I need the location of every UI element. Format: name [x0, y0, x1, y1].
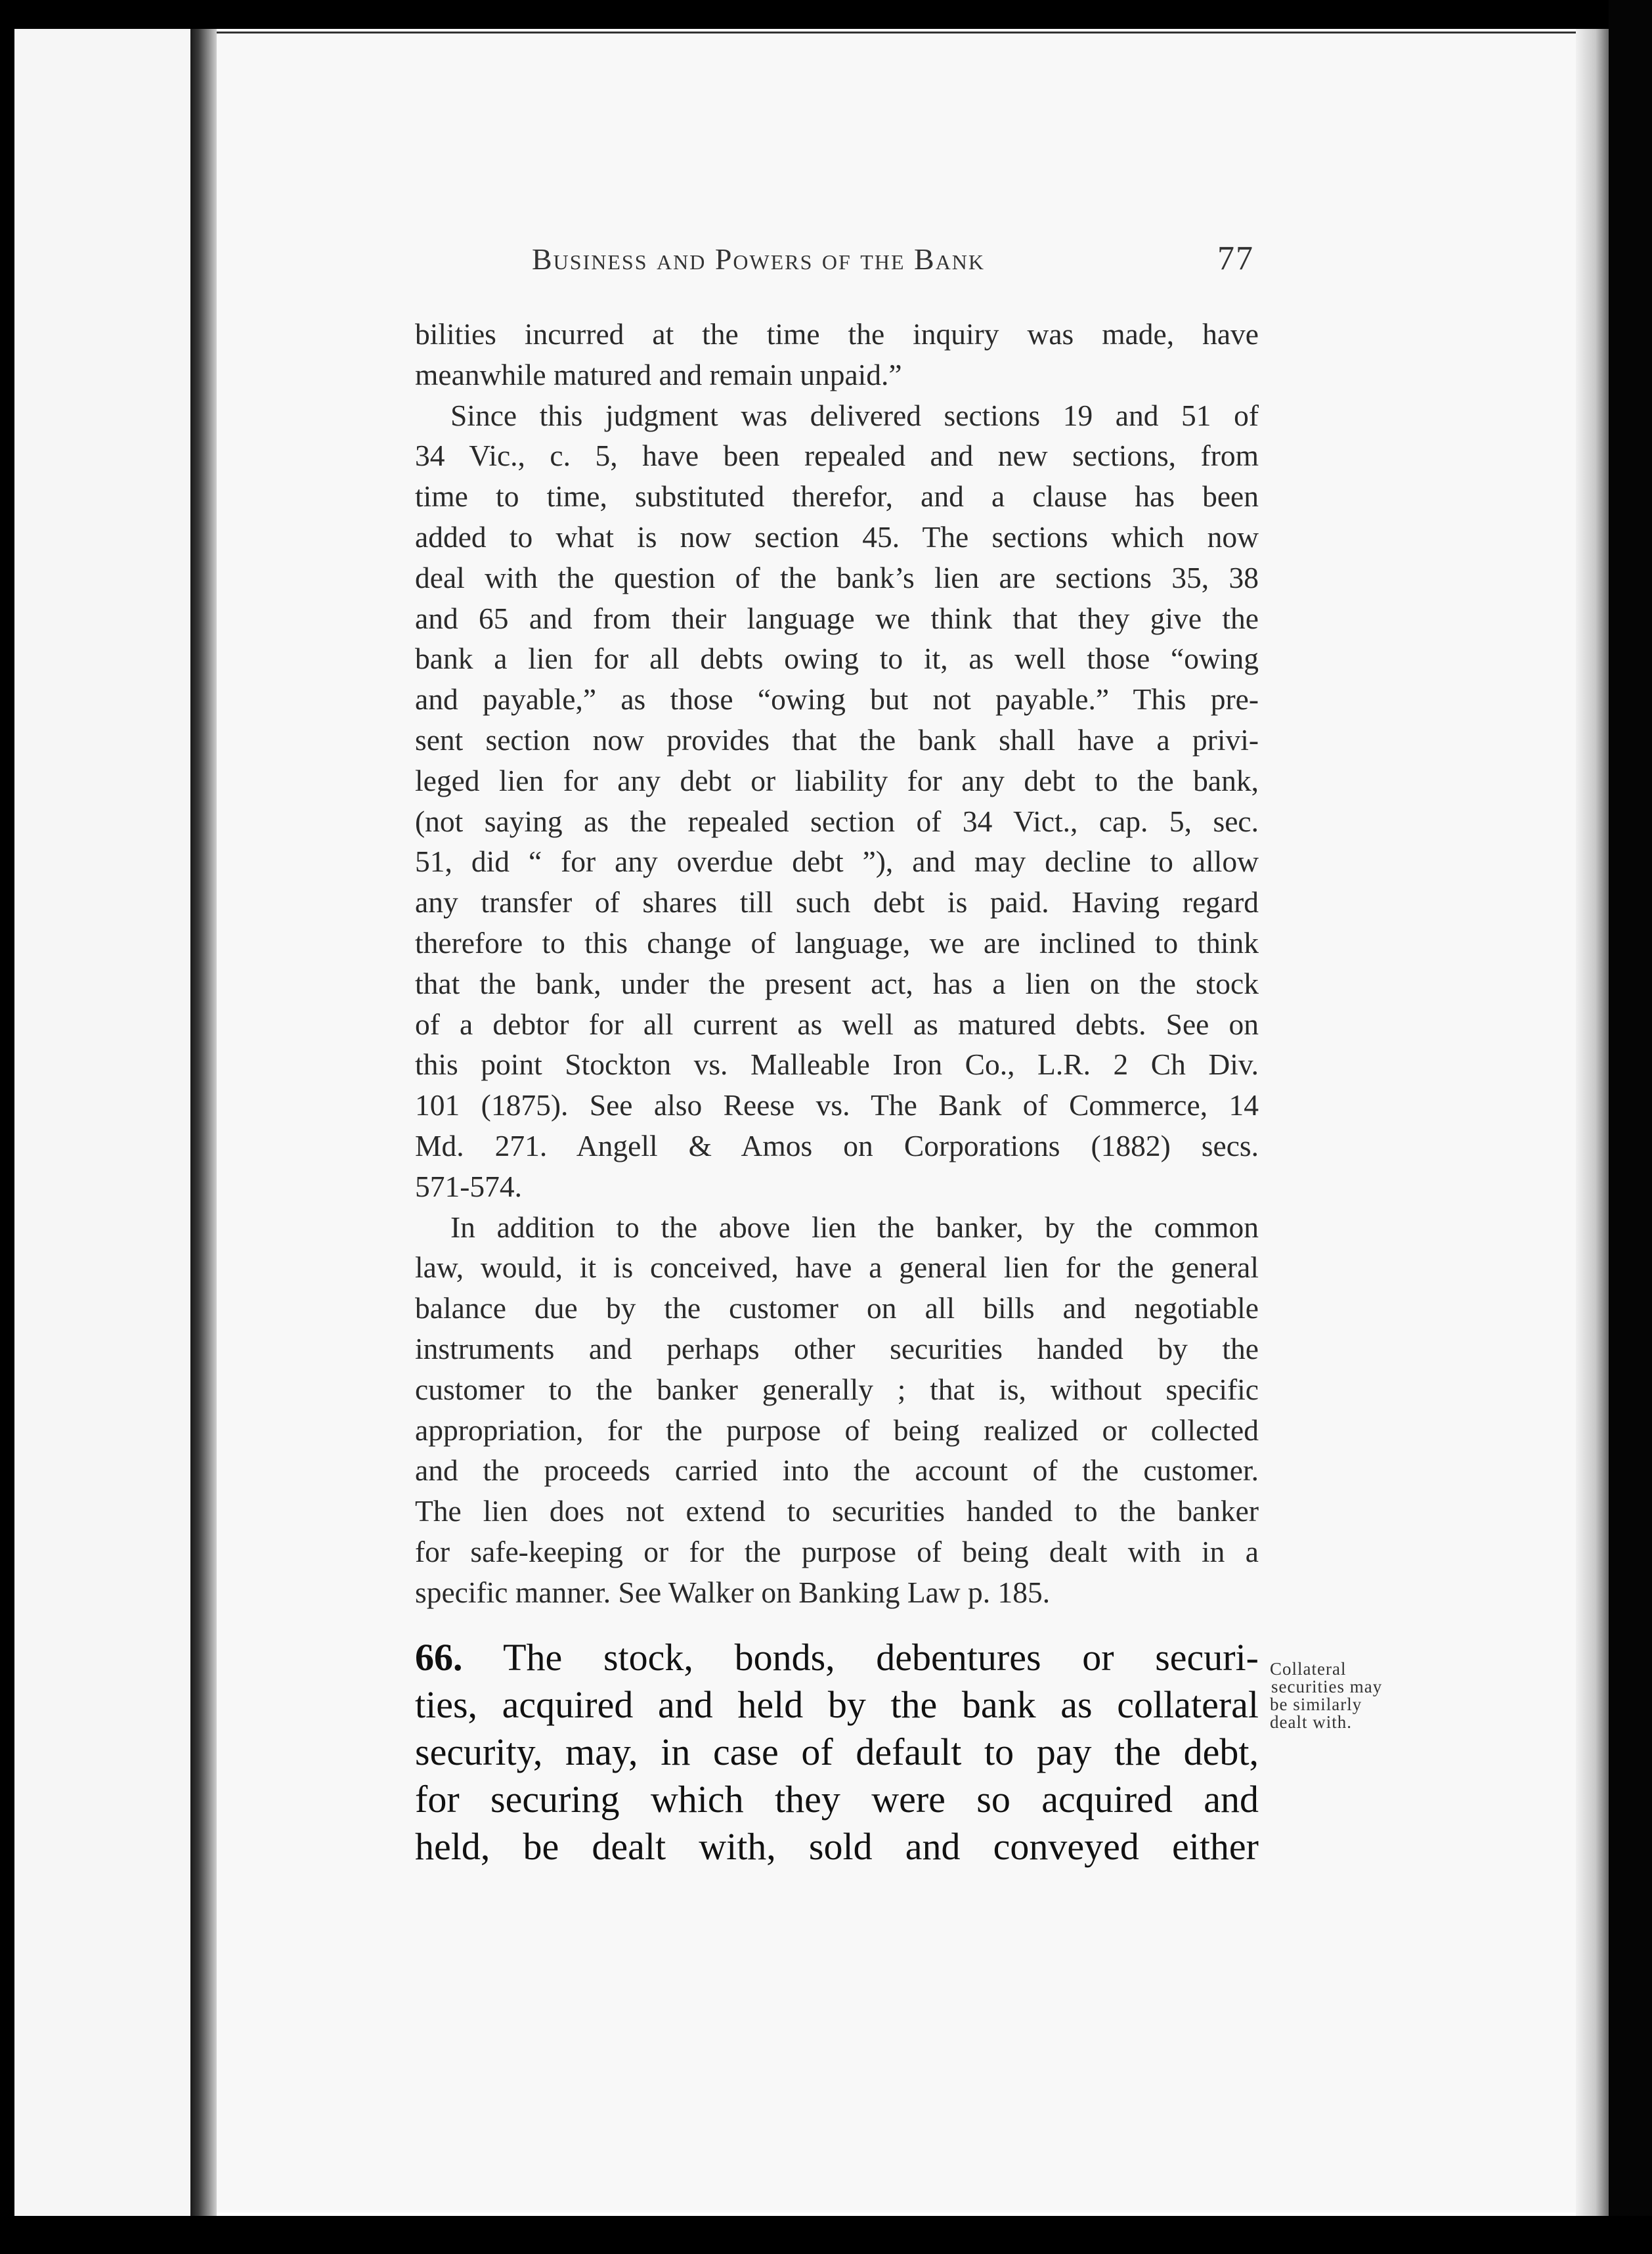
- text-line: 101 (1875). See also Reese vs. The Bank of Commerce, 14: [415, 1088, 1259, 1122]
- running-head: [532, 242, 1254, 281]
- scan-border-bottom: [0, 2216, 1652, 2254]
- section-line: security, may, in case of default to pay the debt,: [415, 1731, 1259, 1773]
- text-line: added to what is now section 45. The sections which now: [415, 519, 1259, 554]
- text-line: sent section now provides that the bank shall have a privi-: [415, 722, 1259, 757]
- section-text: The stock, bonds, debentures or securi-: [462, 1636, 1259, 1679]
- text-line: for safe-keeping or for the purpose of being dealt with in a: [415, 1534, 1259, 1568]
- section-line: for securing which they were so acquired and: [415, 1778, 1259, 1821]
- text-line: 571-574.: [415, 1169, 523, 1203]
- text-line: that the bank, under the present act, has a lien on the stock: [415, 966, 1259, 1000]
- section-line: ties, acquired and held by the bank as collateral: [415, 1683, 1259, 1726]
- commentary-text: [415, 314, 1259, 1613]
- marginal-note-line: Collateral: [1270, 1659, 1347, 1679]
- text-line: 34 Vic., c. 5, have been repealed and new sections, from: [415, 439, 1259, 473]
- text-line: bilities incurred at the time the inquiry was made, have: [415, 317, 1259, 351]
- text-line: and 65 and from their language we think that they give the: [415, 601, 1259, 635]
- marginal-note-line: securities may: [1271, 1677, 1383, 1696]
- text-line: therefore to this change of language, we are inclined to think: [415, 925, 1259, 960]
- text-line: of a debtor for all current as well as matured debts. See on: [415, 1007, 1259, 1041]
- section-line: [415, 1634, 1259, 1681]
- section-line: held, be dealt with, sold and conveyed either: [415, 1825, 1259, 1868]
- text-line: meanwhile matured and remain unpaid.”: [415, 357, 902, 391]
- text-line: balance due by the customer on all bills and negotiable: [415, 1291, 1259, 1325]
- text-line: any transfer of shares till such debt is paid. Having regard: [415, 885, 1259, 919]
- previous-page-edge: [14, 29, 190, 2216]
- statute-section: [415, 1634, 1259, 1870]
- text-line: this point Stockton vs. Malleable Iron Co., L.R. 2 Ch Div.: [415, 1048, 1259, 1082]
- text-line: customer to the banker generally ; that is, without specific: [415, 1372, 1259, 1406]
- page-number: 77: [1217, 240, 1254, 277]
- marginal-note: [1270, 1660, 1441, 1731]
- text-line: appropriation, for the purpose of being realized or collected: [415, 1413, 1259, 1447]
- text-line: and the proceeds carried into the account of the customer.: [415, 1453, 1259, 1488]
- text-line: law, would, it is conceived, have a general lien for the general: [415, 1250, 1259, 1285]
- page-edge-shadow: [1576, 29, 1609, 2216]
- marginal-note-line: dealt with.: [1270, 1712, 1352, 1732]
- text-line: deal with the question of the bank’s lien are sections 35, 38: [415, 560, 1259, 594]
- running-title: Business and Powers of the Bank: [532, 242, 986, 276]
- section-number: 66.: [415, 1636, 463, 1679]
- scan-border-left: [0, 0, 14, 2254]
- text-line: leged lien for any debt or liability for any debt to the bank,: [415, 763, 1259, 797]
- text-line: Md. 271. Angell & Amos on Corporations (1882) secs.: [415, 1128, 1259, 1162]
- text-line: 51, did “ for any overdue debt ”), and may decline to allow: [415, 845, 1259, 879]
- marginal-note-line: be similarly: [1270, 1694, 1362, 1714]
- text-line: (not saying as the repealed section of 34 Vict., cap. 5, sec.: [415, 804, 1259, 838]
- text-line: In addition to the above lien the banker, by the common: [450, 1210, 1259, 1244]
- scan-border-top: [0, 0, 1652, 29]
- text-line: specific manner. See Walker on Banking Law p. 185.: [415, 1575, 1051, 1609]
- scan-border-right: [1609, 0, 1652, 2254]
- text-line: bank a lien for all debts owing to it, as well those “owing: [415, 642, 1259, 676]
- text-line: The lien does not extend to securities handed to the banker: [415, 1494, 1259, 1528]
- text-line: and payable,” as those “owing but not payable.” This pre-: [415, 682, 1259, 717]
- book-gutter: [190, 29, 217, 2216]
- text-line: Since this judgment was delivered sections 19 and 51 of: [450, 398, 1259, 432]
- text-line: time to time, substituted therefor, and a clause has been: [415, 479, 1259, 514]
- text-line: instruments and perhaps other securities handed by the: [415, 1331, 1259, 1365]
